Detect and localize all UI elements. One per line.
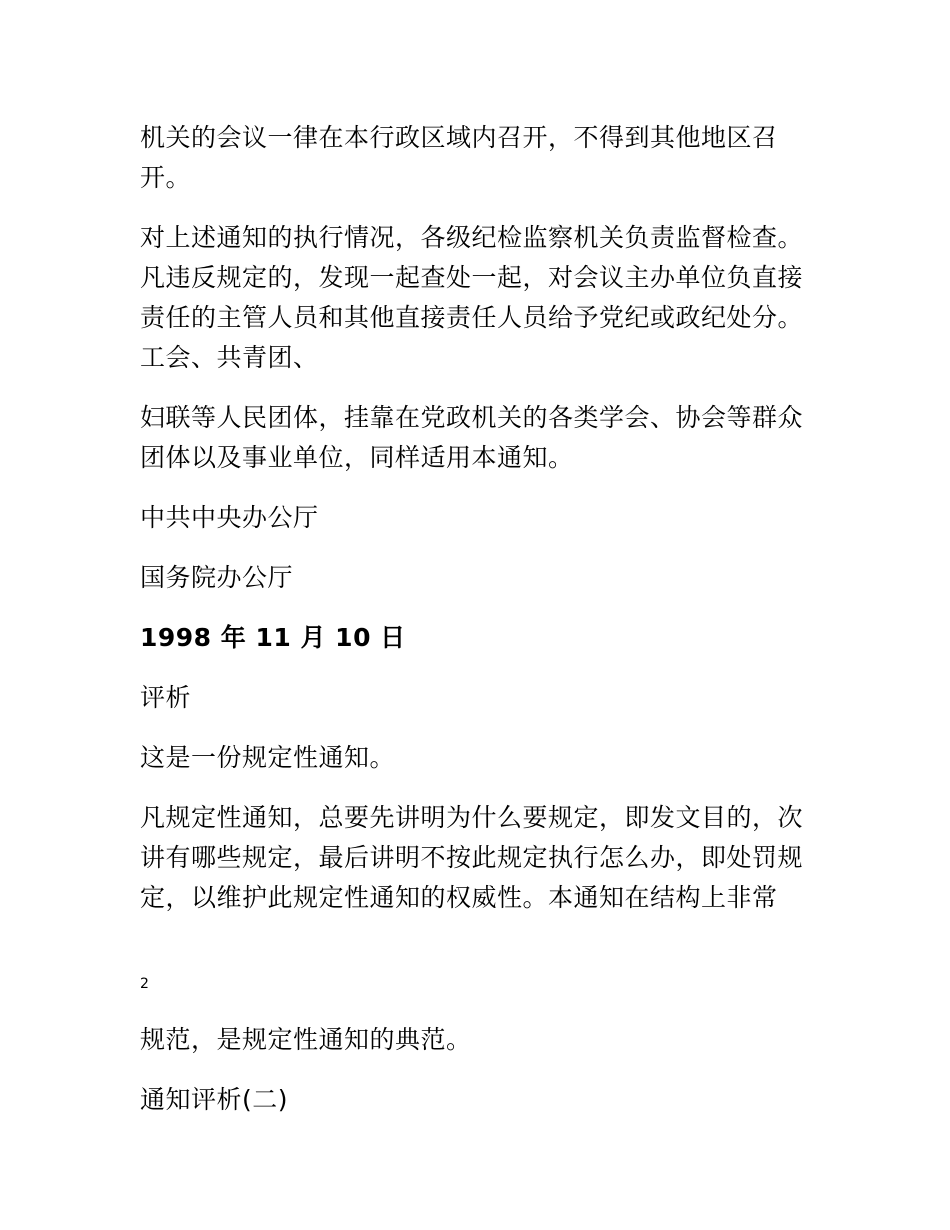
analysis-conclusion: 规范，是规定性通知的典范。 <box>140 1025 472 1054</box>
analysis-heading: 评析 <box>140 683 192 712</box>
page-number: 2 <box>140 976 149 992</box>
section-heading-notice-analysis-2: 通知评析(二) <box>140 1085 289 1114</box>
paragraph-scope: 妇联等人民团体，挂靠在党政机关的各类学会、协会等群众团体以及事业单位，同样适用本通知。 <box>140 403 804 472</box>
issue-date: 1998 年 11 月 10 日 <box>140 623 406 652</box>
paragraph-supervision: 对上述通知的执行情况，各级纪检监察机关负责监督检查。凡违反规定的，发现一起查处一起，对会议主办单位负直接责任的主管人员和其他直接责任人员给予党纪或政纪处分。工会、共青团、 <box>140 223 804 372</box>
issuer-central-office: 中共中央办公厅 <box>140 503 319 532</box>
analysis-intro: 这是一份规定性通知。 <box>140 743 396 772</box>
issuer-state-council-office: 国务院办公厅 <box>140 563 294 592</box>
analysis-body: 凡规定性通知，总要先讲明为什么要规定，即发文目的，次讲有哪些规定，最后讲明不按此规定执行怎么办，即处罚规定，以维护此规定性通知的权威性。本通知在结构上非常 <box>140 803 804 912</box>
paragraph-meeting-location: 机关的会议一律在本行政区域内召开，不得到其他地区召开。 <box>140 123 778 192</box>
